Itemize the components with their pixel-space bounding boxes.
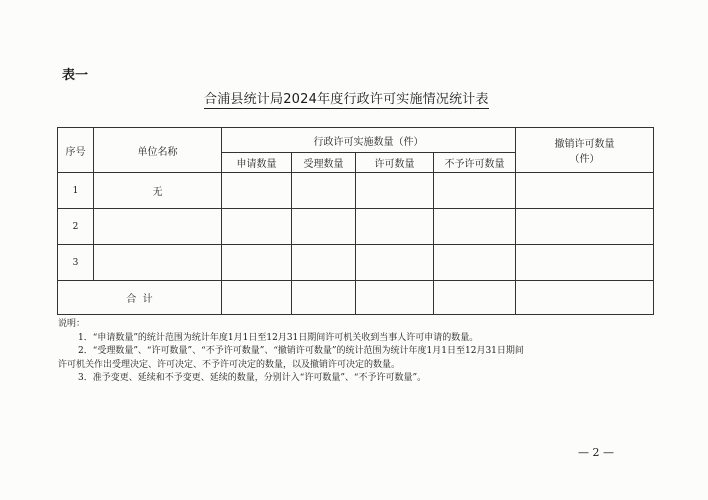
document-title: 合浦县统计局2024年度行政许可实施情况统计表 <box>204 88 489 109</box>
header-revoke <box>516 128 654 173</box>
notes-heading: 说明： <box>58 319 86 329</box>
row-unit-name <box>94 209 222 245</box>
header-revoke-line2: （件） <box>569 154 600 165</box>
cell-accept <box>292 209 356 245</box>
header-accept-count: 受理数量 <box>292 153 356 173</box>
total-permit <box>356 281 434 315</box>
header-revoke-line1: 撤销许可数量 <box>554 139 615 150</box>
row-unit-name: 无 <box>94 173 222 209</box>
note-item-2: 2．“受理数量”、“许可数量”、“不予许可数量”、“撤销许可数量”的统计范围为统计年度1月1日至12月31日期间 <box>78 346 524 356</box>
total-accept <box>292 281 356 315</box>
header-license-group: 行政许可实施数量（件） <box>222 128 516 153</box>
cell-permit <box>356 173 434 209</box>
statistics-table <box>57 127 654 315</box>
notes-section <box>58 318 658 386</box>
total-deny <box>434 281 516 315</box>
note-item-1: 1．“申请数量”的统计范围为统计年度1月1日至12月31日期间许可机关收到当事人许可申请的数量。 <box>78 332 479 343</box>
header-row-1 <box>58 128 654 153</box>
total-label: 合 计 <box>58 281 222 315</box>
total-apply <box>222 281 292 315</box>
header-apply-count: 申请数量 <box>222 153 292 173</box>
cell-revoke <box>516 245 654 281</box>
cell-permit <box>356 209 434 245</box>
total-revoke <box>516 281 654 315</box>
header-deny-count: 不予许可数量 <box>434 153 516 173</box>
note-item-3: 3．准予变更、延续和不予变更、延续的数量，分别计入“许可数量”、“不予许可数量”。 <box>78 373 427 383</box>
cell-deny <box>434 209 516 245</box>
cell-accept <box>292 173 356 209</box>
table-label: 表一 <box>62 68 89 83</box>
cell-deny <box>434 173 516 209</box>
page-number: — 2 — <box>578 446 614 459</box>
total-row <box>58 281 654 315</box>
cell-accept <box>292 245 356 281</box>
cell-apply <box>222 173 292 209</box>
cell-revoke <box>516 209 654 245</box>
cell-deny <box>434 245 516 281</box>
cell-apply <box>222 209 292 245</box>
row-seq: 1 <box>58 173 94 209</box>
row-seq: 3 <box>58 245 94 281</box>
table-row <box>58 245 654 281</box>
header-unit-name: 单位名称 <box>94 128 222 173</box>
header-seq: 序号 <box>58 128 94 173</box>
table-row <box>58 173 654 209</box>
note-item-2-continued: 许可机关作出受理决定、许可决定、不予许可决定的数量，以及撤销许可决定的数量。 <box>58 359 401 370</box>
row-seq: 2 <box>58 209 94 245</box>
header-permit-count: 许可数量 <box>356 153 434 173</box>
cell-revoke <box>516 173 654 209</box>
row-unit-name <box>94 245 222 281</box>
table-row <box>58 209 654 245</box>
cell-apply <box>222 245 292 281</box>
cell-permit <box>356 245 434 281</box>
